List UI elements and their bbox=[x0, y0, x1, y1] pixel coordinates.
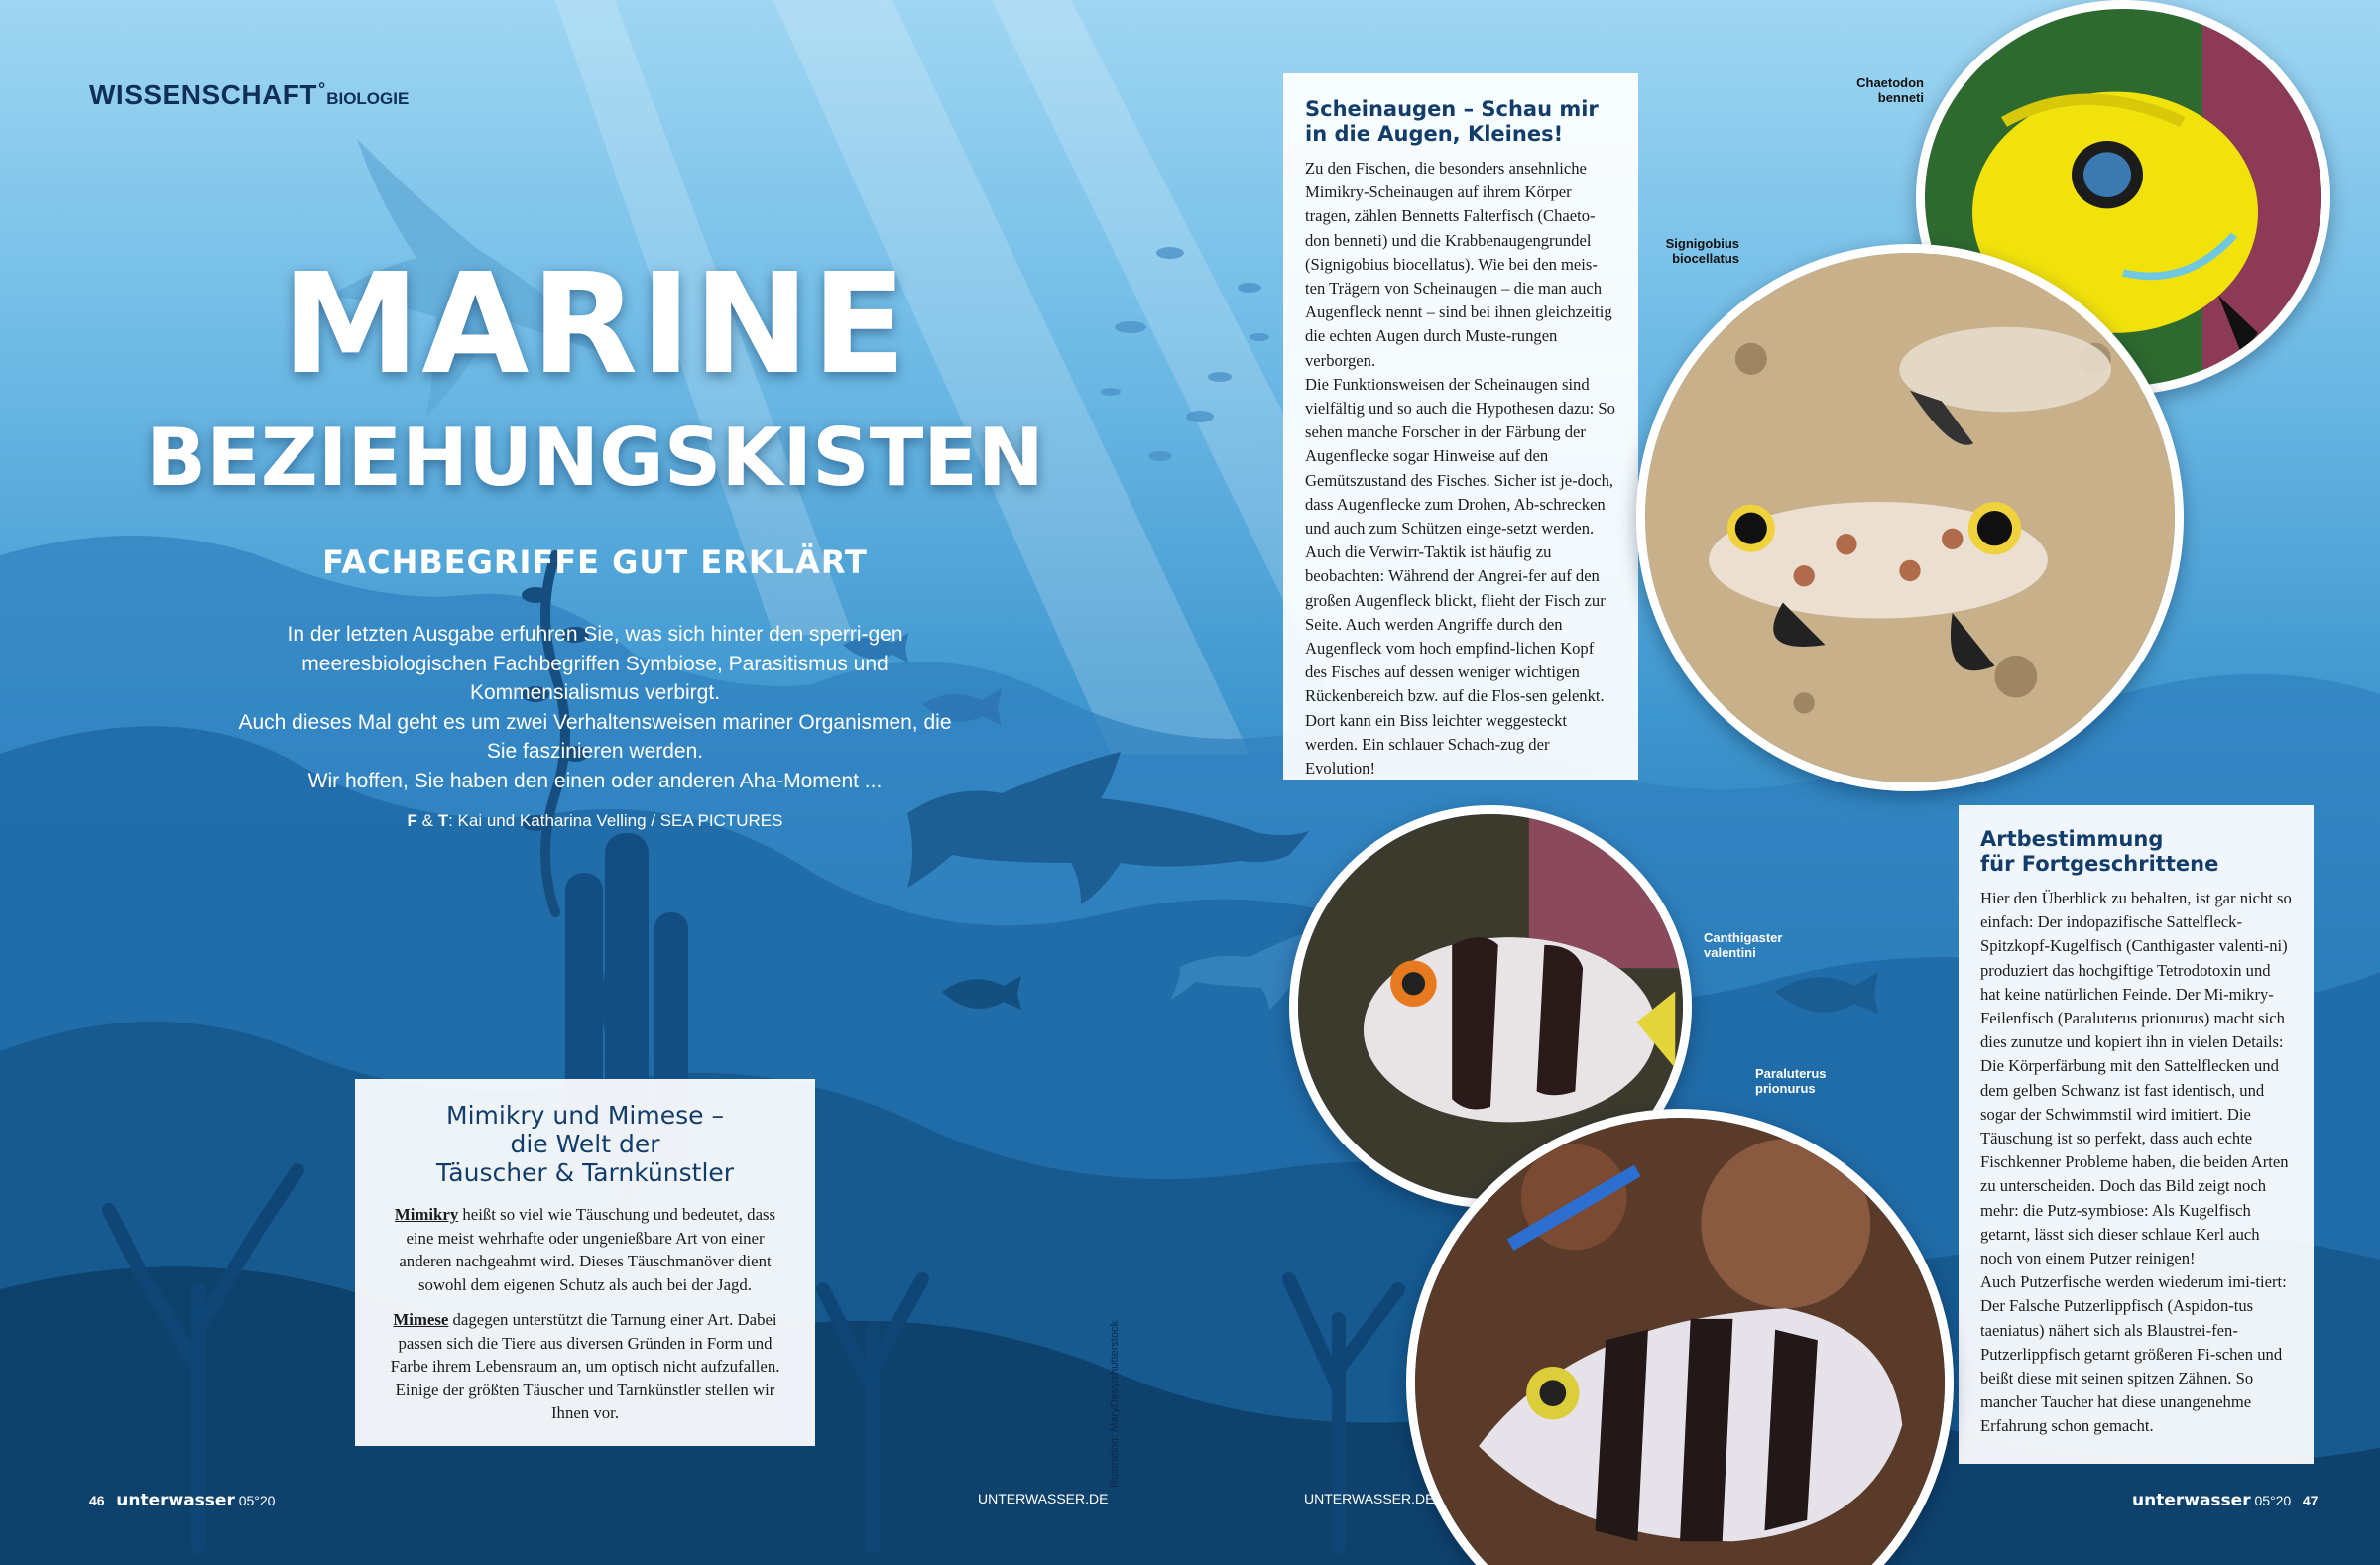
intro-paragraph: Wir hoffen, Sie haben den einen oder anderen Aha-Moment ... bbox=[307, 769, 883, 792]
section-label: WISSENSCHAFT bbox=[89, 79, 317, 110]
website-right bbox=[1304, 1491, 1434, 1506]
caption-signigobius bbox=[1587, 236, 1739, 266]
issue-label: 05°20 bbox=[2254, 1493, 2292, 1508]
byline bbox=[228, 811, 962, 831]
sidebar-mimikry bbox=[355, 1079, 815, 1446]
caption-line: Signigobius bbox=[1665, 236, 1739, 251]
folio-left bbox=[89, 1491, 275, 1510]
caption-line: Canthigaster bbox=[1704, 930, 1783, 945]
website-left bbox=[978, 1491, 1108, 1506]
byline-t: T bbox=[437, 811, 449, 830]
sidebar-scheinaugen bbox=[1283, 73, 1638, 780]
box-title bbox=[383, 1101, 787, 1187]
intro-paragraph: Auch dieses Mal geht es um zwei Verhaltensweisen mariner Organismen, die Sie faszinieren werden. bbox=[238, 710, 952, 763]
caption-line: Chaetodon bbox=[1856, 75, 1924, 90]
credit-text: Illustration: MaryDesy/shutterstock bbox=[1109, 1320, 1121, 1488]
box-body bbox=[1980, 887, 2292, 1439]
byline-amp: & bbox=[416, 811, 438, 830]
byline-authors: : Kai und Katharina Velling / SEA PICTURES bbox=[448, 811, 783, 830]
website-url: UNTERWASSER.DE bbox=[978, 1491, 1109, 1506]
caption-line: valentini bbox=[1704, 945, 1756, 960]
caption-chaetodon bbox=[1785, 75, 1924, 105]
issue-label: 05°20 bbox=[238, 1493, 276, 1508]
magazine-name: unterwasser bbox=[116, 1491, 235, 1510]
website-url: UNTERWASSER.DE bbox=[1304, 1491, 1435, 1506]
title-line: Artbestimmung bbox=[1980, 827, 2164, 851]
subheadline: FACHBEGRIFFE GUT ERKLÄRT bbox=[322, 543, 868, 581]
caption-canthigaster bbox=[1704, 930, 1782, 960]
definition-text: dagegen unterstützt die Tarnung einer Art. Dabei passen sich die Tiere aus diversen Gründen in Form und Farbe ihrem Lebensraum an, um optisch nicht aufzufallen. Einige der größten Täuscher und Tarnkünstler stellen wir Ihnen vor. bbox=[390, 1310, 780, 1422]
byline-f: F bbox=[407, 811, 417, 830]
headline-line-1: MARINE bbox=[281, 244, 909, 406]
caption-line: biocellatus bbox=[1672, 251, 1739, 266]
illustration-credit bbox=[1109, 1279, 1123, 1488]
caption-paraluterus bbox=[1755, 1066, 1827, 1096]
magazine-name: unterwasser bbox=[2132, 1491, 2251, 1510]
term-mimese: Mimese bbox=[393, 1310, 449, 1329]
body-paragraph bbox=[383, 1308, 787, 1425]
intro-paragraph: In der letzten Ausgabe erfuhren Sie, was sich hinter den sperri-gen meeresbiologischen Fachbegriffen Symbiose, Parasitismus und Kommensialismus verbirgt. bbox=[287, 623, 903, 704]
body-paragraph: Hier den Überblick zu behalten, ist gar nicht so einfach: Der indopazifische Sattelfleck-Spitzkopf-Kugelfisch (Canthigaster valenti-ni) produziert das hochgiftige Tetrodotoxin und hat keine natürlichen Feinde. Der Mi-mikry-Feilenfisch (Paraluterus prionurus) macht sich dies zunutze und kopiert ihn in vielen Details: Die Körperfärbung mit den Sattelflecken und dem gelben Schwanz ist fast identisch, und sogar der Schwimmstil wird imitiert. Die Täuschung ist so perfekt, dass auch echte Fischkenner Probleme haben, die beiden Arten zu unterscheiden. Doch das Bild zeigt noch mehr: die Putz-symbiose: Als Kugelfisch getarnt, lässt sich dieser schlaue Kerl auch noch von einem Putzer reinigen! bbox=[1980, 889, 2292, 1268]
title-line: Scheinaugen – Schau mir bbox=[1305, 97, 1599, 121]
definition-text: heißt so viel wie Täuschung und bedeutet, dass eine meist wehrhafte oder ungenießbare Art von einer anderen nachgeahmt wird. Dieses Täuschmanöver dient sowohl dem eigenen Schutz als auch bei der Jagd. bbox=[399, 1205, 776, 1294]
photo-signigobius-biocellatus bbox=[1636, 244, 2184, 791]
caption-line: prionurus bbox=[1755, 1081, 1816, 1096]
body-paragraph: Auch Putzerfische werden wiederum imi-tiert: Der Falsche Putzerlippfisch (Aspidon-tus taeniatus) nähert sich als Blaustrei-fen-Putzerlippfisch getarnt größeren Fi-schen und beißt diese mit seinen spitzen Zähnen. So mancher Taucher hat diese unangenehme Erfahrung schon gemacht. bbox=[1980, 1272, 2287, 1436]
title-line: für Fortgeschrittene bbox=[1980, 852, 2219, 876]
caption-line: benneti bbox=[1877, 90, 1924, 105]
box-body bbox=[383, 1203, 787, 1425]
page-number-right: 47 bbox=[2302, 1493, 2319, 1508]
caption-line: Paraluterus bbox=[1755, 1066, 1827, 1081]
body-paragraph bbox=[383, 1203, 787, 1296]
folio-right bbox=[2132, 1491, 2318, 1510]
intro-text bbox=[228, 620, 962, 795]
section-separator: ° bbox=[318, 79, 326, 99]
body-paragraph: Die Funktionsweisen der Scheinaugen sind vielfältig und so auch die Hypothesen dazu: So sehen manche Forscher in der Färbung der Augenflecke sogar Hinweise auf den Gemütszustand des Fisches. Sicher ist je-doch, dass Augenflecke zum Drohen, Ab-schrecken und auch zum Schützen einge-setzt werden. Auch die Verwirr-Taktik ist häufig zu beobachten: Während der Angrei-fer auf den großen Augenfleck blickt, flieht der Fisch zur Seite. Auch werden Angriffe durch den Augenfleck vom hoch empfind-lichen Kopf des Fisches auf dessen weniger wichtigen Rückenbereich bzw. auf die Flos-sen gelenkt. Dort kann ein Biss leichter weggesteckt werden. Ein schlauer Schach-zug der Evolution! bbox=[1305, 374, 1615, 779]
page-number-left: 46 bbox=[89, 1493, 105, 1508]
box-title bbox=[1305, 97, 1616, 147]
title-line: die Welt der bbox=[510, 1130, 660, 1158]
box-body bbox=[1305, 157, 1616, 781]
box-title bbox=[1980, 827, 2292, 877]
headline-line-2: BEZIEHUNGSKISTEN bbox=[146, 412, 1044, 504]
title-line: Mimikry und Mimese – bbox=[446, 1101, 724, 1130]
title-line: in die Augen, Kleines! bbox=[1305, 122, 1564, 146]
section-header bbox=[89, 79, 409, 111]
sidebar-artbestimmung bbox=[1959, 805, 2314, 1464]
term-mimikry: Mimikry bbox=[394, 1205, 459, 1224]
title-line: Täuscher & Tarnkünstler bbox=[435, 1158, 735, 1187]
body-paragraph: Zu den Fischen, die besonders ansehnliche Mimikry-Scheinaugen auf ihrem Körper tragen, zählen Bennetts Falterfisch (Chaeto-don benneti) und die Krabbenaugengrundel (Signigobius biocellatus). Wie bei den meis-ten Trägern von Scheinaugen – die man auch Augenfleck nennt – sind bei ihnen gleichzeitig die echten Augen durch Muste-rungen verborgen. bbox=[1305, 159, 1612, 370]
subsection-label: BIOLOGIE bbox=[326, 89, 410, 108]
